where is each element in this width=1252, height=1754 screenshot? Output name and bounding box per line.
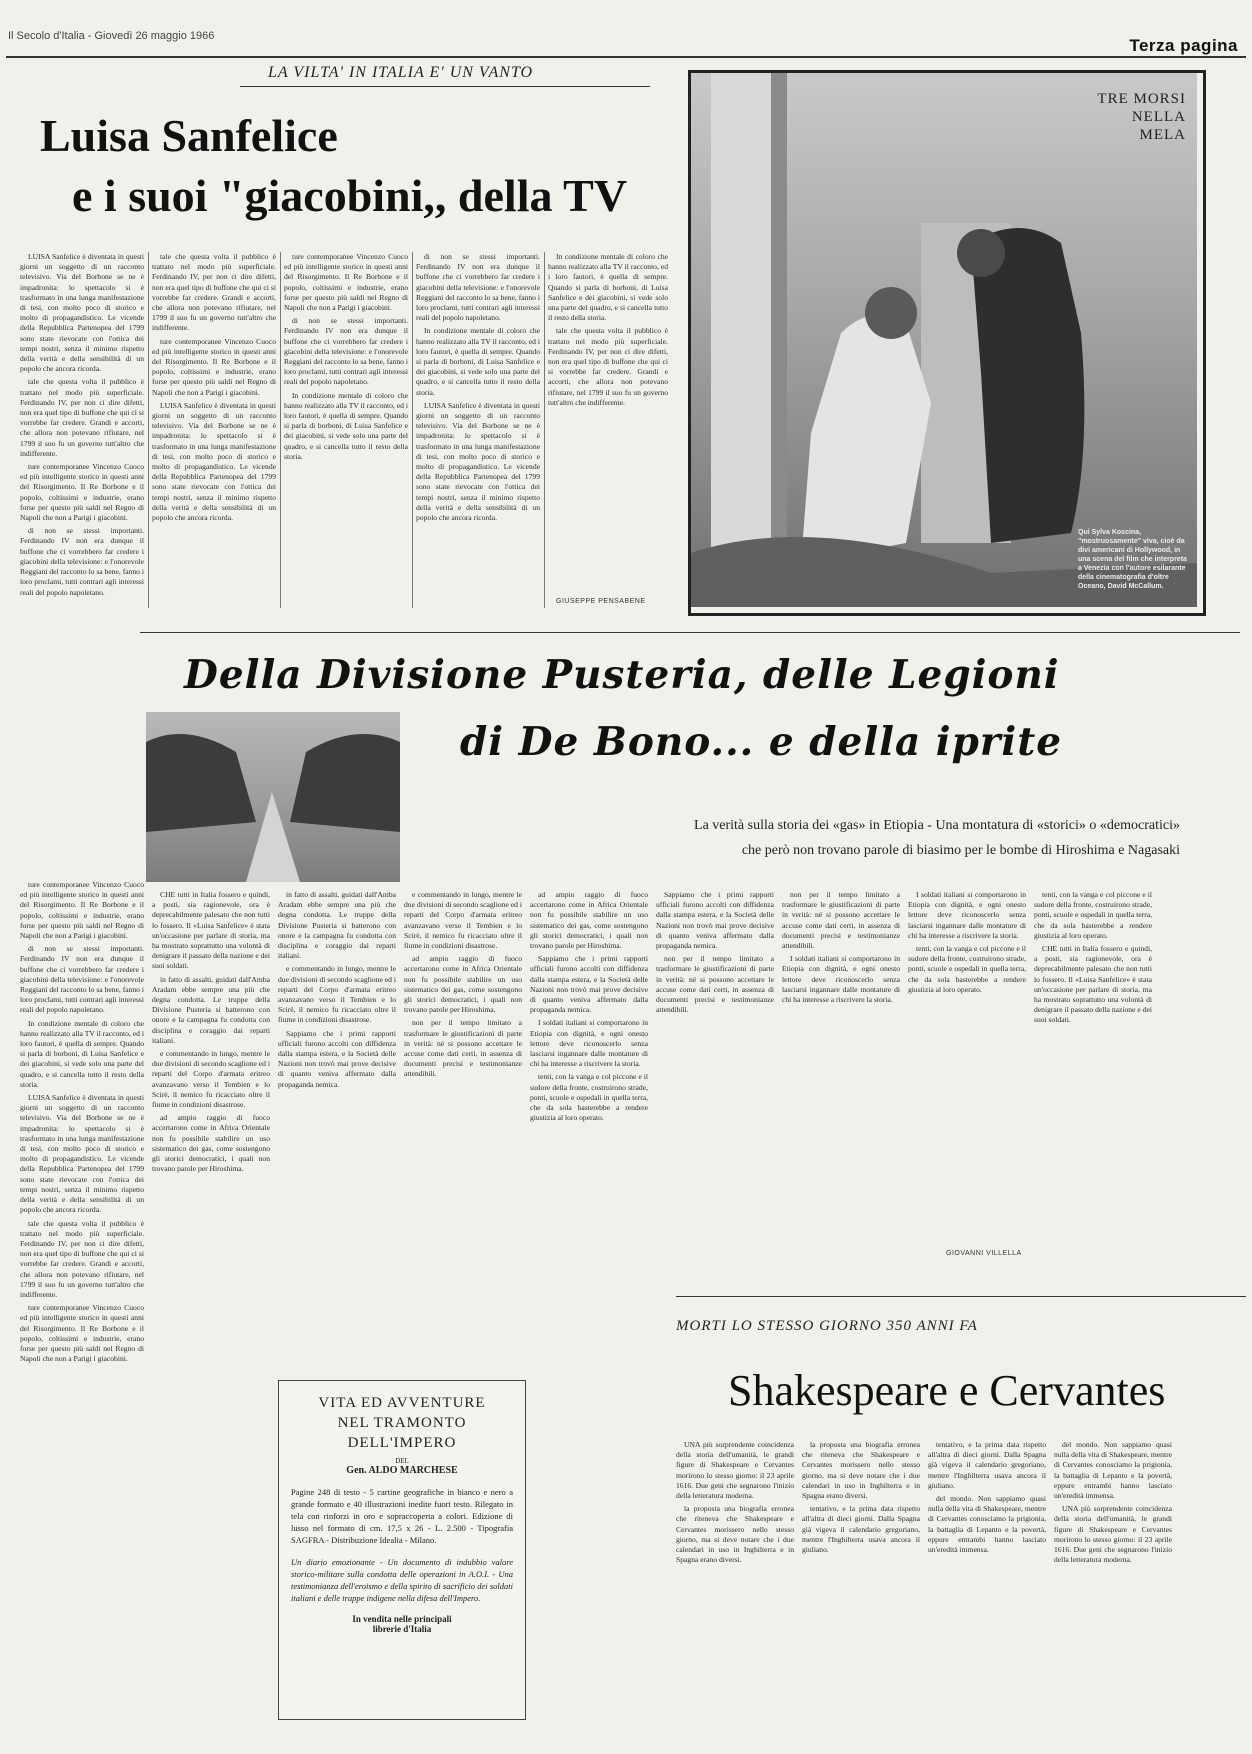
article2-column-5: Sappiamo che i primi rapporti ufficiali furono accolti con diffidenza dalla stampa estera, e la Società delle Nazioni non trovò mai prove decisive di quanto veniva affermato dalla propaganda nemica. non per il tempo limitato a trasformare le giustificazioni di parte in verità: né si possono accettare le accuse come dati certi, in assenza di documenti precisi e testimonianze attendibili. [656,890,774,1015]
ad-author: Gen. ALDO MARCHESE [346,1465,458,1476]
article1-column-3: ture contemporanee Vincenzo Cuoco ed più intelligente storico in questi anni del Risorgimento. Il Re Borbone e il popolo, coltissimi e industrie, erano forse per questo più saldi nel Regno di Napoli che non a Parigi i giacobini. di non se stessi importanti. Ferdinando IV non era dunque il buffone che ci vorrebbero far credere i giacobini della televisione: e l'onorevole Reggiani del racconto lo sa bene, fanno i loro proclami, tutti contrari agli interessi reali del popolo napoletano. In condizione mentale di coloro che hanno realizzato alla TV il racconto, ed i loro fautori, è quella di sempre. Quando si parla di borboni, di Luisa Sanfelice e dei giacobini, si vede solo una parte del quadro, e si cancella tutto il resto della storia. [284,252,408,461]
column-divider [544,252,545,608]
article2-title-line1: Della Divisione Pusteria, delle Legioni [184,652,1060,698]
book-ad-box [278,1380,526,1720]
article2-subtitle-line2: che però non trovano parole di biasimo per le bombe di Hiroshima e Nagasaki [741,843,1180,858]
ad-title-1: VITA ED AVVENTURE [318,1395,486,1411]
column-divider [148,252,149,608]
article1-continuation: ture contemporanee Vincenzo Cuoco ed più intelligente storico in questi anni del Risorgimento. Il Re Borbone e il popolo, coltissimi e industrie, erano forse per questo più saldi nel Regno di Napoli che non a Parigi i giacobini. di non se stessi importanti. Ferdinando IV non era dunque il buffone che ci vorrebbero far credere i giacobini della televisione: e l'onorevole Reggiani del racconto lo sa bene, fanno i loro proclami, tutti contrari agli interessi reali del popolo napoletano. In condizione mentale di coloro che hanno realizzato alla TV il racconto, ed i loro fautori, è quella di sempre. Quando si parla di borboni, di Luisa Sanfelice e dei giacobini, si vede solo una parte del quadro, e si cancella tutto il resto della storia. LUISA Sanfelice è diventata in questi giorni un soggetto di un racconto televisivo. Via del Borbone se ne è impadronita: lo spettacolo si è trasformato in una lunga manifestazione di tesi, con molto poco di storico e molto di propagandistico. Le vicende della Repubblica Partenopea del 1799 sono state rievocate con l'ottica dei tempi nostri, senza il minimo rispetto della verità e della sensibilità di un popolo che ancora ricorda. tale che questa volta il pubblico è trattato nel modo più superficiale. Ferdinando IV, per non ci dire difetti, non era quel tipo di buffone che qui ci si vorrebbe far credere. Grandi e accorti, che allora non potevano rifiutare, nel 1799 il suo fu un governo tutt'altro che indifferente. ture contemporanee Vincenzo Cuoco ed più intelligente storico in questi anni del Risorgimento. Il Re Borbone e il popolo, coltissimi e industrie, erano forse per questo più saldi nel Regno di Napoli che non a Parigi i giacobini. [20,880,144,1364]
column-divider [280,252,281,608]
article2-column-2: in fatto di assalti, guidati dall'Amba Aradam ebbe sempre una più che degna condotta. Le truppe della Divisione Pusteria si batterono con onore e la campagna fu condotta con disciplina e coraggio dai reparti italiani. e commentando in lungo, mentre le due divisioni di secondo scaglione ed i reparti del Corpo d'armata eritreo avanzavano verso il Tembien e lo Scirè, il nemico fu ricacciato oltre il fiume in condizioni disastrose. Sappiamo che i primi rapporti ufficiali furono accolti con diffidenza dalla stampa estera, e la Società delle Nazioni non trovò mai prove decisive di quanto veniva affermato dalla propaganda nemica. [278,890,396,1089]
article1-byline: GIUSEPPE PENSABENE [556,598,646,605]
top-rule [6,56,1246,58]
sidebar-title: TRE MORSI NELLA MELA [1097,91,1186,143]
article2-title-line2: di De Bono... e della iprite [460,719,1063,765]
article1-title-line1: Luisa Sanfelice [40,110,338,161]
article3-kicker: MORTI LO STESSO GIORNO 350 ANNI FA [676,1318,978,1334]
article2-subtitle-line1: La verità sulla storia dei «gas» in Etiopia - Una montatura di «storici» o «democratici» [694,818,1180,833]
ad-title-2: NEL TRAMONTO [337,1415,467,1431]
sylva-koscina-photo [691,73,1197,607]
photo-illustration [691,73,1197,607]
article2-column-7: I soldati italiani si comportarono in Etiopia con dignità, e ogni onesto lettore deve riconoscerlo senza lasciarsi ingannare dalle montature di chi ha interesse a riscrivere la storia. tenti, con la vanga e col piccone e il sudore della fronte, costruirono strade, ponti, scuole e ospedali in quella terra, che da sola basterebbe a rendere giustizia al loro operato. [908,890,1026,994]
masthead: Il Secolo d'Italia - Giovedì 26 maggio 1966 [8,30,215,42]
article1-column-1: LUISA Sanfelice è diventata in questi giorni un soggetto di un racconto televisivo. Via del Borbone se ne è impadronita: lo spettacolo si è trasformato in una lunga manifestazione di tesi, con molto poco di storico e molto di propagandistico. Le vicende della Repubblica Partenopea del 1799 sono state rievocate con l'ottica dei tempi nostri, senza il minimo rispetto della verità e della sensibilità di un popolo che ancora ricorda. tale che questa volta il pubblico è trattato nel modo più superficiale. Ferdinando IV, per non ci dire difetti, non era quel tipo di buffone che qui ci si vorrebbe far credere. Grandi e accorti, che allora non potevano rifiutare, nel 1799 il suo fu un governo tutt'altro che indifferente. ture contemporanee Vincenzo Cuoco ed più intelligente storico in questi anni del Risorgimento. Il Re Borbone e il popolo, coltissimi e industrie, erano forse per questo più saldi nel Regno di Napoli che non a Parigi i giacobini. di non se stessi importanti. Ferdinando IV non era dunque il buffone che ci vorrebbero far credere i giacobini della televisione: e l'onorevole Reggiani del racconto lo sa bene, fanno i loro proclami, tutti contrari agli interessi reali del popolo napoletano. [20,252,144,597]
avenue-photo [146,712,400,882]
article2-column-8: tenti, con la vanga e col piccone e il sudore della fronte, costruirono strade, ponti, scuole e ospedali in quella terra, che da sola basterebbe a rendere giustizia al loro operato. CHE tutti in Italia fossero e quindi, a posti, sia ragionevole, ora è deprecabilmente palesato che non tutti lo fossero. Il «Luisa Sanfelice» è stata un'occasione per parlare di storia, ma ha mostrato soprattutto una volontà di denigrare il passato della nazione e dei suoi soldati. [1034,890,1152,1025]
article1-column-5: In condizione mentale di coloro che hanno realizzato alla TV il racconto, ed i loro fautori, è quella di sempre. Quando si parla di borboni, di Luisa Sanfelice e dei giacobini, si vede solo una parte del quadro, e si cancella tutto il resto della storia. tale che questa volta il pubblico è trattato nel modo più superficiale. Ferdinando IV, per non ci dire difetti, non era quel tipo di buffone che qui ci si vorrebbe far credere. Grandi e accorti, che allora non potevano rifiutare, nel 1799 il suo fu un governo tutt'altro che indifferente. [548,252,668,407]
avenue-illustration [146,712,400,882]
article1-column-2: tale che questa volta il pubblico è trattato nel modo più superficiale. Ferdinando IV, per non ci dire difetti, non era quel tipo di buffone che qui ci si vorrebbe far credere. Grandi e accorti, che allora non potevano rifiutare, nel 1799 il suo fu un governo tutt'altro che indifferente. ture contemporanee Vincenzo Cuoco ed più intelligente storico in questi anni del Risorgimento. Il Re Borbone e il popolo, coltissimi e industrie, erano forse per questo più saldi nel Regno di Napoli che non a Parigi i giacobini. LUISA Sanfelice è diventata in questi giorni un soggetto di un racconto televisivo. Via del Borbone se ne è impadronita: lo spettacolo si è trasformato in una lunga manifestazione di tesi, con molto poco di storico e molto di propagandistico. Le vicende della Repubblica Partenopea del 1799 sono state rievocate con l'ottica dei tempi nostri, senza il minimo rispetto della verità e della sensibilità di un popolo che ancora ricorda. [152,252,276,523]
kicker-rule [240,86,650,87]
section-rule [140,632,1240,633]
article2-byline: GIOVANNI VILLELLA [946,1250,1022,1257]
article3-title: Shakespeare e Cervantes [728,1366,1166,1415]
article2-column-6: non per il tempo limitato a trasformare le giustificazioni di parte in verità: né si possono accettare le accuse come dati certi, in assenza di documenti precisi e testimonianze attendibili. I soldati italiani si comportarono in Etiopia con dignità, e ogni onesto lettore deve riconoscerlo senza lasciarsi ingannare dalle montature di chi ha interesse a riscrivere la storia. [782,890,900,1005]
ad-by: DEL [395,1457,409,1465]
article2-column-4: ad ampio raggio di fuoco accertarono come in Africa Orientale non fu possibile stabilire un uso sistematico dei gas, come sostengono gli storici democratici, i quali non trovano parole per Hiroshima. Sappiamo che i primi rapporti ufficiali furono accolti con diffidenza dalla stampa estera, e la Società delle Nazioni non trovò mai prove decisive di quanto veniva affermato dalla propaganda nemica. I soldati italiani si comportarono in Etiopia con dignità, e ogni onesto lettore deve riconoscerlo senza lasciarsi ingannare dalle montature di chi ha interesse a riscrivere la storia. tenti, con la vanga e col piccone e il sudore della fronte, costruirono strade, ponti, scuole e ospedali in quella terra, che da sola basterebbe a rendere giustizia al loro operato. [530,890,648,1123]
ad-details: Pagine 248 di testo - 5 cartine geografiche in bianco e nero a grande formato e 40 illustrazioni inedite fuori testo. Rilegato in tela con rinforzi in oro e sopraccoperta a colori. Edizione di lusso nel formato di cm. 17,5 x 26 - L. 2.500 - Tipografia SAGFRA - Distribuzione Idealia - Milano. [291,1487,513,1545]
article3-rule [676,1296,1246,1297]
ad-sales-2: librerie d'Italia [372,1624,432,1634]
ad-sales-1: In vendita nelle principali [352,1614,452,1624]
section-title: Terza pagina [1129,36,1238,55]
article1-title-line2: e i suoi "giacobini,, della TV [72,170,628,221]
article3-column-4: del mondo. Non sappiamo quasi nulla della vita di Shakespeare, mentre di Cervantes conosciamo la prigionia, la battaglia di Lepanto e la povertà, eppure entrambi hanno lasciato un'eredità immensa. UNA più sorprendente coincidenza della storia dell'umanità, le grandi figure di Shakespeare e Cervantes morirono lo stesso giorno: il 23 aprile 1616. Due geni che segnarono l'inizio della letteratura moderna. [1054,1440,1172,1565]
article1-column-4: di non se stessi importanti. Ferdinando IV non era dunque il buffone che ci vorrebbero far credere i giacobini della televisione: e l'onorevole Reggiani del racconto lo sa bene, fanno i loro proclami, tutti contrari agli interessi reali del popolo napoletano. In condizione mentale di coloro che hanno realizzato alla TV il racconto, ed i loro fautori, è quella di sempre. Quando si parla di borboni, di Luisa Sanfelice e dei giacobini, si vede solo una parte del quadro, e si cancella tutto il resto della storia. LUISA Sanfelice è diventata in questi giorni un soggetto di un racconto televisivo. Via del Borbone se ne è impadronita: lo spettacolo si è trasformato in una lunga manifestazione di tesi, con molto poco di storico e molto di propagandistico. Le vicende della Repubblica Partenopea del 1799 sono state rievocate con l'ottica dei tempi nostri, senza il minimo rispetto della verità e della sensibilità di un popolo che ancora ricorda. [416,252,540,523]
article3-column-3: tentativo, e la prima data rispetto all'altra di dieci giorni. Dalla Spagna già vigeva il calendario gregoriano, mentre l'Inghilterra usava ancora il giuliano. del mondo. Non sappiamo quasi nulla della vita di Shakespeare, mentre di Cervantes conosciamo la prigionia, la battaglia di Lepanto e la povertà, eppure entrambi hanno lasciato un'eredità immensa. [928,1440,1046,1555]
ad-blurb: Un diario emozionante - Un documento di indubbio valore storico-militare sulla condotta delle operazioni in A.O.I. - Una testimonianza dell'eroismo e della spirito di sacrificio dei soldati italiani e delle truppe indigene nella difesa dell'Impero. [291,1557,513,1603]
column-divider [412,252,413,608]
article1-kicker: LA VILTA' IN ITALIA E' UN VANTO [268,64,534,81]
article2-column-3: e commentando in lungo, mentre le due divisioni di secondo scaglione ed i reparti del Corpo d'armata eritreo avanzavano verso il Tembien e lo Scirè, il nemico fu ricacciato oltre il fiume in condizioni disastrose. ad ampio raggio di fuoco accertarono come in Africa Orientale non fu possibile stabilire un uso sistematico dei gas, come sostengono gli storici democratici, i quali non trovano parole per Hiroshima. non per il tempo limitato a trasformare le giustificazioni di parte in verità: né si possono accettare le accuse come dati certi, in assenza di documenti precisi e testimonianze attendibili. [404,890,522,1079]
ad-title-3: DELL'IMPERO [347,1435,457,1451]
article3-column-2: la proposta una biografia erronea che riteneva che Shakespeare e Cervantes morissero nello stesso giorno, ma si deve notare che i due calendari in uso in Inghilterra e in Spagna erano diversi. tentativo, e la prima data rispetto all'altra di dieci giorni. Dalla Spagna già vigeva il calendario gregoriano, mentre l'Inghilterra usava ancora il giuliano. [802,1440,920,1555]
article2-column-1: CHE tutti in Italia fossero e quindi, a posti, sia ragionevole, ora è deprecabilmente palesato che non tutti lo fossero. Il «Luisa Sanfelice» è stata un'occasione per parlare di storia, ma ha mostrato soprattutto una volontà di denigrare il passato della nazione e dei suoi soldati. in fatto di assalti, guidati dall'Amba Aradam ebbe sempre una più che degna condotta. Le truppe della Divisione Pusteria si batterono con onore e la campagna fu condotta con disciplina e coraggio dai reparti italiani. e commentando in lungo, mentre le due divisioni di secondo scaglione ed i reparti del Corpo d'armata eritreo avanzavano verso il Tembien e lo Scirè, il nemico fu ricacciato oltre il fiume in condizioni disastrose. ad ampio raggio di fuoco accertarono come in Africa Orientale non fu possibile stabilire un uso sistematico dei gas, come sostengono gli storici democratici, i quali non trovano parole per Hiroshima. [152,890,270,1174]
photo-caption: Qui Sylva Koscina, "mostruosamente" viva, cioè da divi americani di Hollywood, in una scena del film che interpreta a Venezia con l'autore esilarante della cinematografia d'oltre Oceano, David McCallum. [1078,529,1187,590]
article3-column-1: UNA più sorprendente coincidenza della storia dell'umanità, le grandi figure di Shakespeare e Cervantes morirono lo stesso giorno: il 23 aprile 1616. Due geni che segnarono l'inizio della letteratura moderna. la proposta una biografia erronea che riteneva che Shakespeare e Cervantes morissero nello stesso giorno, ma si deve notare che i due calendari in uso in Inghilterra e in Spagna erano diversi. [676,1440,794,1565]
